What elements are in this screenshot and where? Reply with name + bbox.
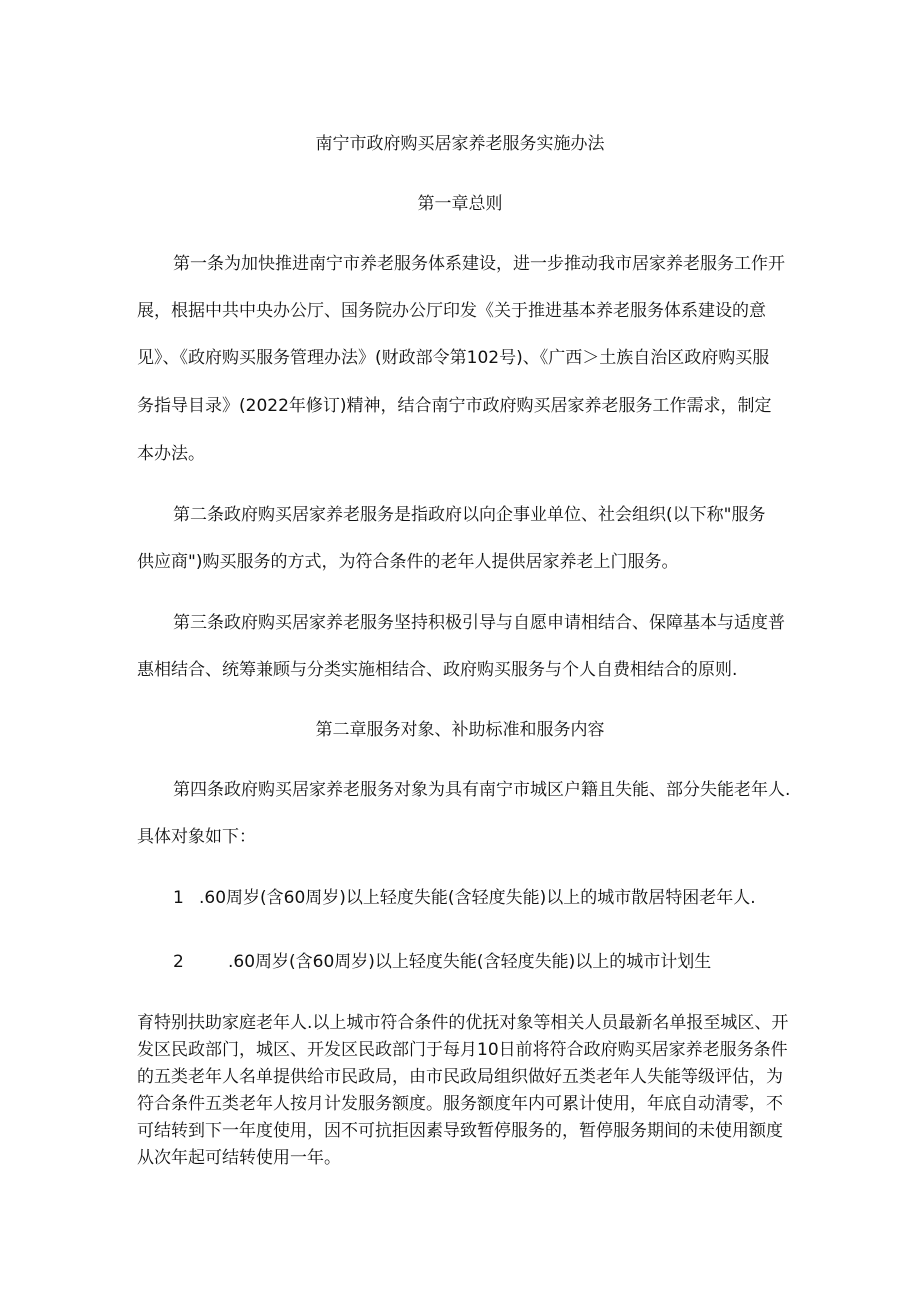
article-1-line: 第一条为加快推进南宁市养老服务体系建设，进一步推动我市居家养老服务工作开 [173, 254, 785, 274]
continuation-line: 可结转到下一年度使用，因不可抗拒因素导致暂停服务的，暂停服务期间的未使用额度 [137, 1121, 783, 1141]
continuation-line: 符合条件五类老年人按月计发服务额度。服务额度年内可累计使用，年底自动清零，不 [137, 1094, 783, 1114]
document-title: 南宁市政府购买居家养老服务实施办法 [315, 134, 605, 154]
continuation-line: 从次年起可结转使用一年。 [137, 1148, 341, 1168]
list-item-number: 1 [173, 888, 184, 908]
article-4-line: 具体对象如下： [137, 827, 256, 847]
article-3-line: 惠相结合、统筹兼顾与分类实施相结合、政府购买服务与个人自费相结合的原则. [137, 660, 738, 680]
continuation-line: 发区民政部门，城区、开发区民政部门于每月10日前将符合政府购买居家养老服务条件 [137, 1040, 788, 1060]
article-3-line: 第三条政府购买居家养老服务坚持积极引导与自愿申请相结合、保障基本与适度普 [173, 613, 785, 633]
article-1-line: 本办法。 [137, 444, 205, 464]
chapter-1-heading: 第一章总则 [417, 194, 503, 214]
continuation-line: 的五类老年人名单提供给市民政局，由市民政局组织做好五类老年人失能等级评估，为 [137, 1067, 783, 1087]
article-1-line: 展，根据中共中央办公厅、国务院办公厅印发《关于推进基本养老服务体系建设的意 [137, 301, 766, 321]
chapter-2-heading: 第二章服务对象、补助标准和服务内容 [315, 720, 605, 740]
article-1-line: 见》、《政府购买服务管理办法》(财政部令第102号)、《广西＞土族自治区政府购买服 [137, 348, 770, 368]
article-4-line: 第四条政府购买居家养老服务对象为具有南宁市城区户籍且失能、部分失能老年人. [173, 780, 791, 800]
article-2-line: 第二条政府购买居家养老服务是指政府以向企事业单位、社会组织(以下称"服务 [173, 505, 766, 525]
list-item-text: .60周岁(含60周岁)以上轻度失能(含轻度失能)以上的城市计划生 [228, 952, 712, 972]
list-item-text: .60周岁(含60周岁)以上轻度失能(含轻度失能)以上的城市散居特困老年人. [199, 888, 756, 908]
article-2-line: 供应商")购买服务的方式，为符合条件的老年人提供居家养老上门服务。 [137, 552, 679, 572]
list-item-number: 2 [173, 952, 184, 972]
article-1-line: 务指导目录》(2022年修订)精神，结合南宁市政府购买居家养老服务工作需求，制定 [137, 396, 772, 416]
continuation-line: 育特别扶助家庭老年人.以上城市符合条件的优抚对象等相关人员最新名单报至城区、开 [137, 1013, 789, 1033]
